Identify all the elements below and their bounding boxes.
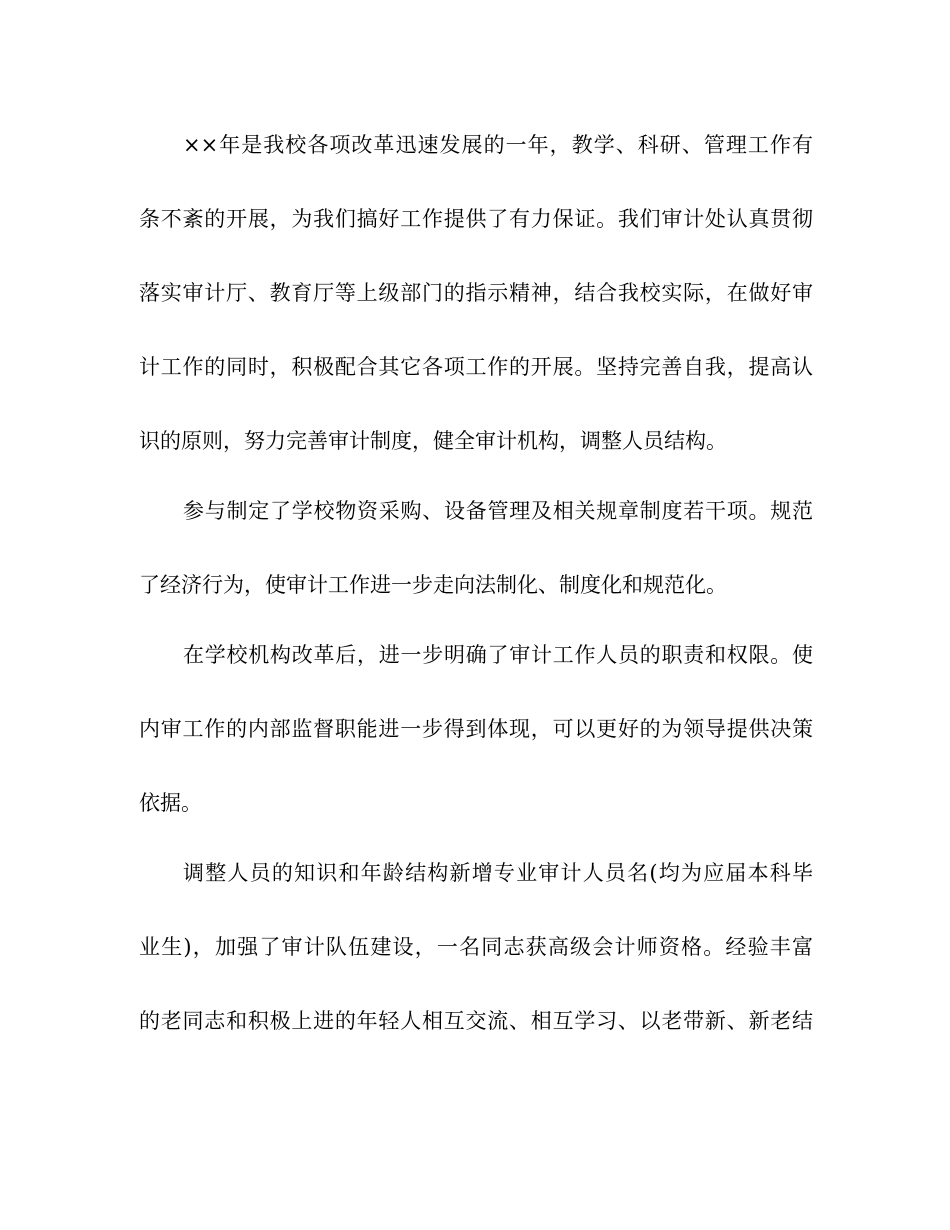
paragraph-2-line-2: 了经济行为，使审计工作进一步走向法制化、制度化和规范化。	[139, 573, 727, 597]
paragraph-1-line-4: 计工作的同时，积极配合其它各项工作的开展。坚持完善自我，提高认	[139, 355, 813, 379]
paragraph-3-line-3: 依据。	[139, 791, 202, 815]
paragraph-3-line-1: 在学校机构改革后，进一步明确了审计工作人员的职责和权限。使	[183, 643, 813, 667]
paragraph-1-line-2: 条不紊的开展，为我们搞好工作提供了有力保证。我们审计处认真贯彻	[139, 207, 813, 231]
paragraph-4-line-1: 调整人员的知识和年龄结构新增专业审计人员名(均为应届本科毕	[183, 861, 813, 885]
paragraph-3-line-2: 内审工作的内部监督职能进一步得到体现，可以更好的为领导提供决策	[139, 717, 813, 741]
paragraph-1-line-3: 落实审计厅、教育厅等上级部门的指示精神，结合我校实际，在做好审	[139, 281, 813, 305]
paragraph-4-line-2: 业生)，加强了审计队伍建设，一名同志获高级会计师资格。经验丰富	[139, 935, 813, 959]
paragraph-2-line-1: 参与制定了学校物资采购、设备管理及相关规章制度若干项。规范	[183, 499, 813, 523]
paragraph-1-line-1: ××年是我校各项改革迅速发展的一年，教学、科研、管理工作有	[183, 133, 813, 157]
paragraph-4-line-3: 的老同志和积极上进的年轻人相互交流、相互学习、以老带新、新老结	[139, 1009, 813, 1033]
paragraph-1-line-5: 识的原则，努力完善审计制度，健全审计机构，调整人员结构。	[139, 429, 727, 453]
document-body	[139, 123, 813, 1073]
